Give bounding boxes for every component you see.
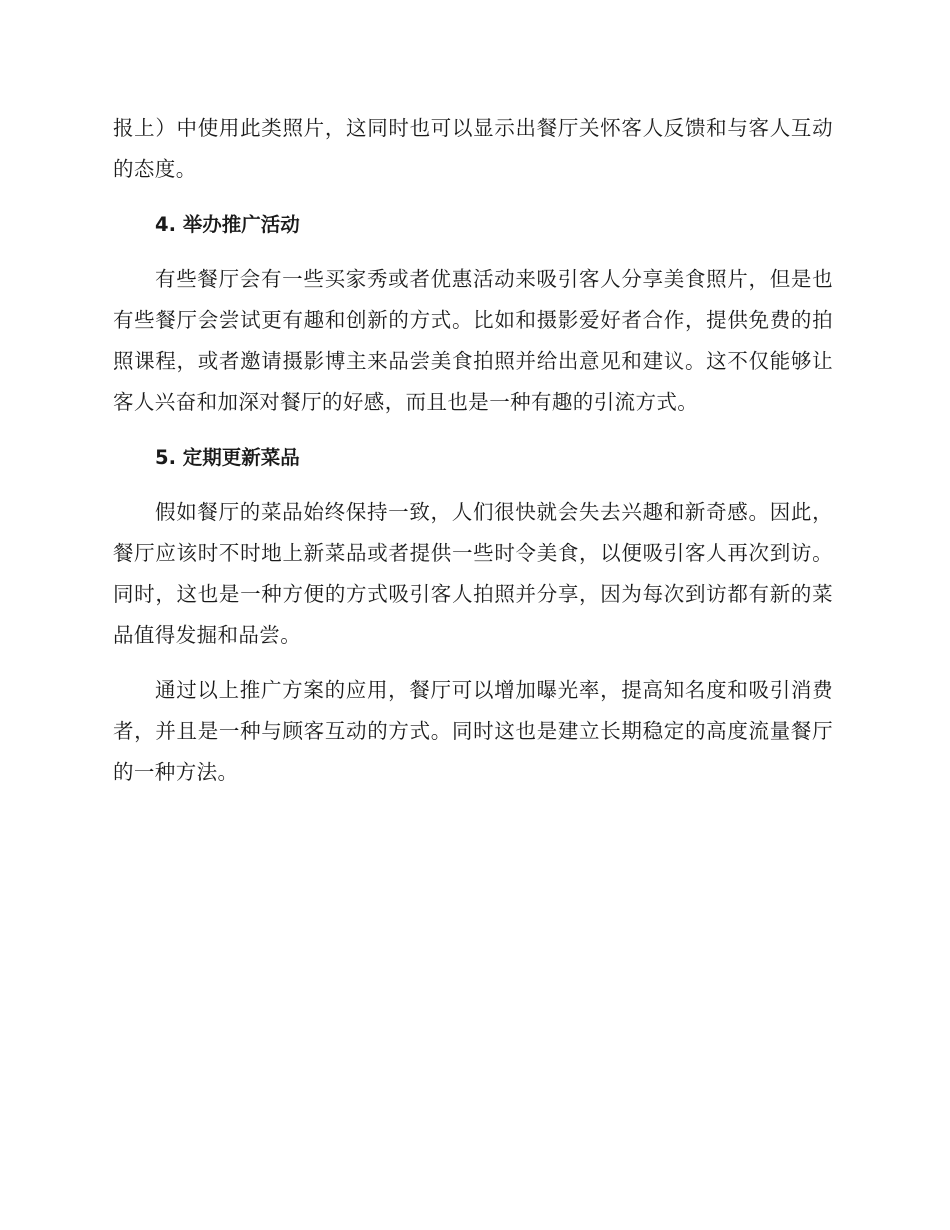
paragraph-conclusion: 通过以上推广方案的应用，餐厅可以增加曝光率，提高知名度和吸引消费者，并且是一种与顾客互动的方式。同时这也是建立长期稳定的高度流量餐厅的一种方法。 <box>113 678 833 784</box>
section-heading-5: 5. 定期更新菜品 <box>155 446 300 469</box>
paragraph-section-4: 有些餐厅会有一些买家秀或者优惠活动来吸引客人分享美食照片，但是也有些餐厅会尝试更有趣和创新的方式。比如和摄影爱好者合作，提供免费的拍照课程，或者邀请摄影博主来品尝美食拍照并给出意见和建议。这不仅能够让客人兴奋和加深对餐厅的好感，而且也是一种有趣的引流方式。 <box>113 267 833 414</box>
paragraph-section-5: 假如餐厅的菜品始终保持一致，人们很快就会失去兴趣和新奇感。因此，餐厅应该时不时地上新菜品或者提供一些时令美食，以便吸引客人再次到访。同时，这也是一种方便的方式吸引客人拍照并分享，因为每次到访都有新的菜品值得发掘和品尝。 <box>113 500 833 647</box>
section-heading-4: 4. 举办推广活动 <box>155 213 300 236</box>
paragraph-intro-continued: 报上）中使用此类照片，这同时也可以显示出餐厅关怀客人反馈和与客人互动的态度。 <box>113 116 833 181</box>
document-page <box>113 108 833 793</box>
